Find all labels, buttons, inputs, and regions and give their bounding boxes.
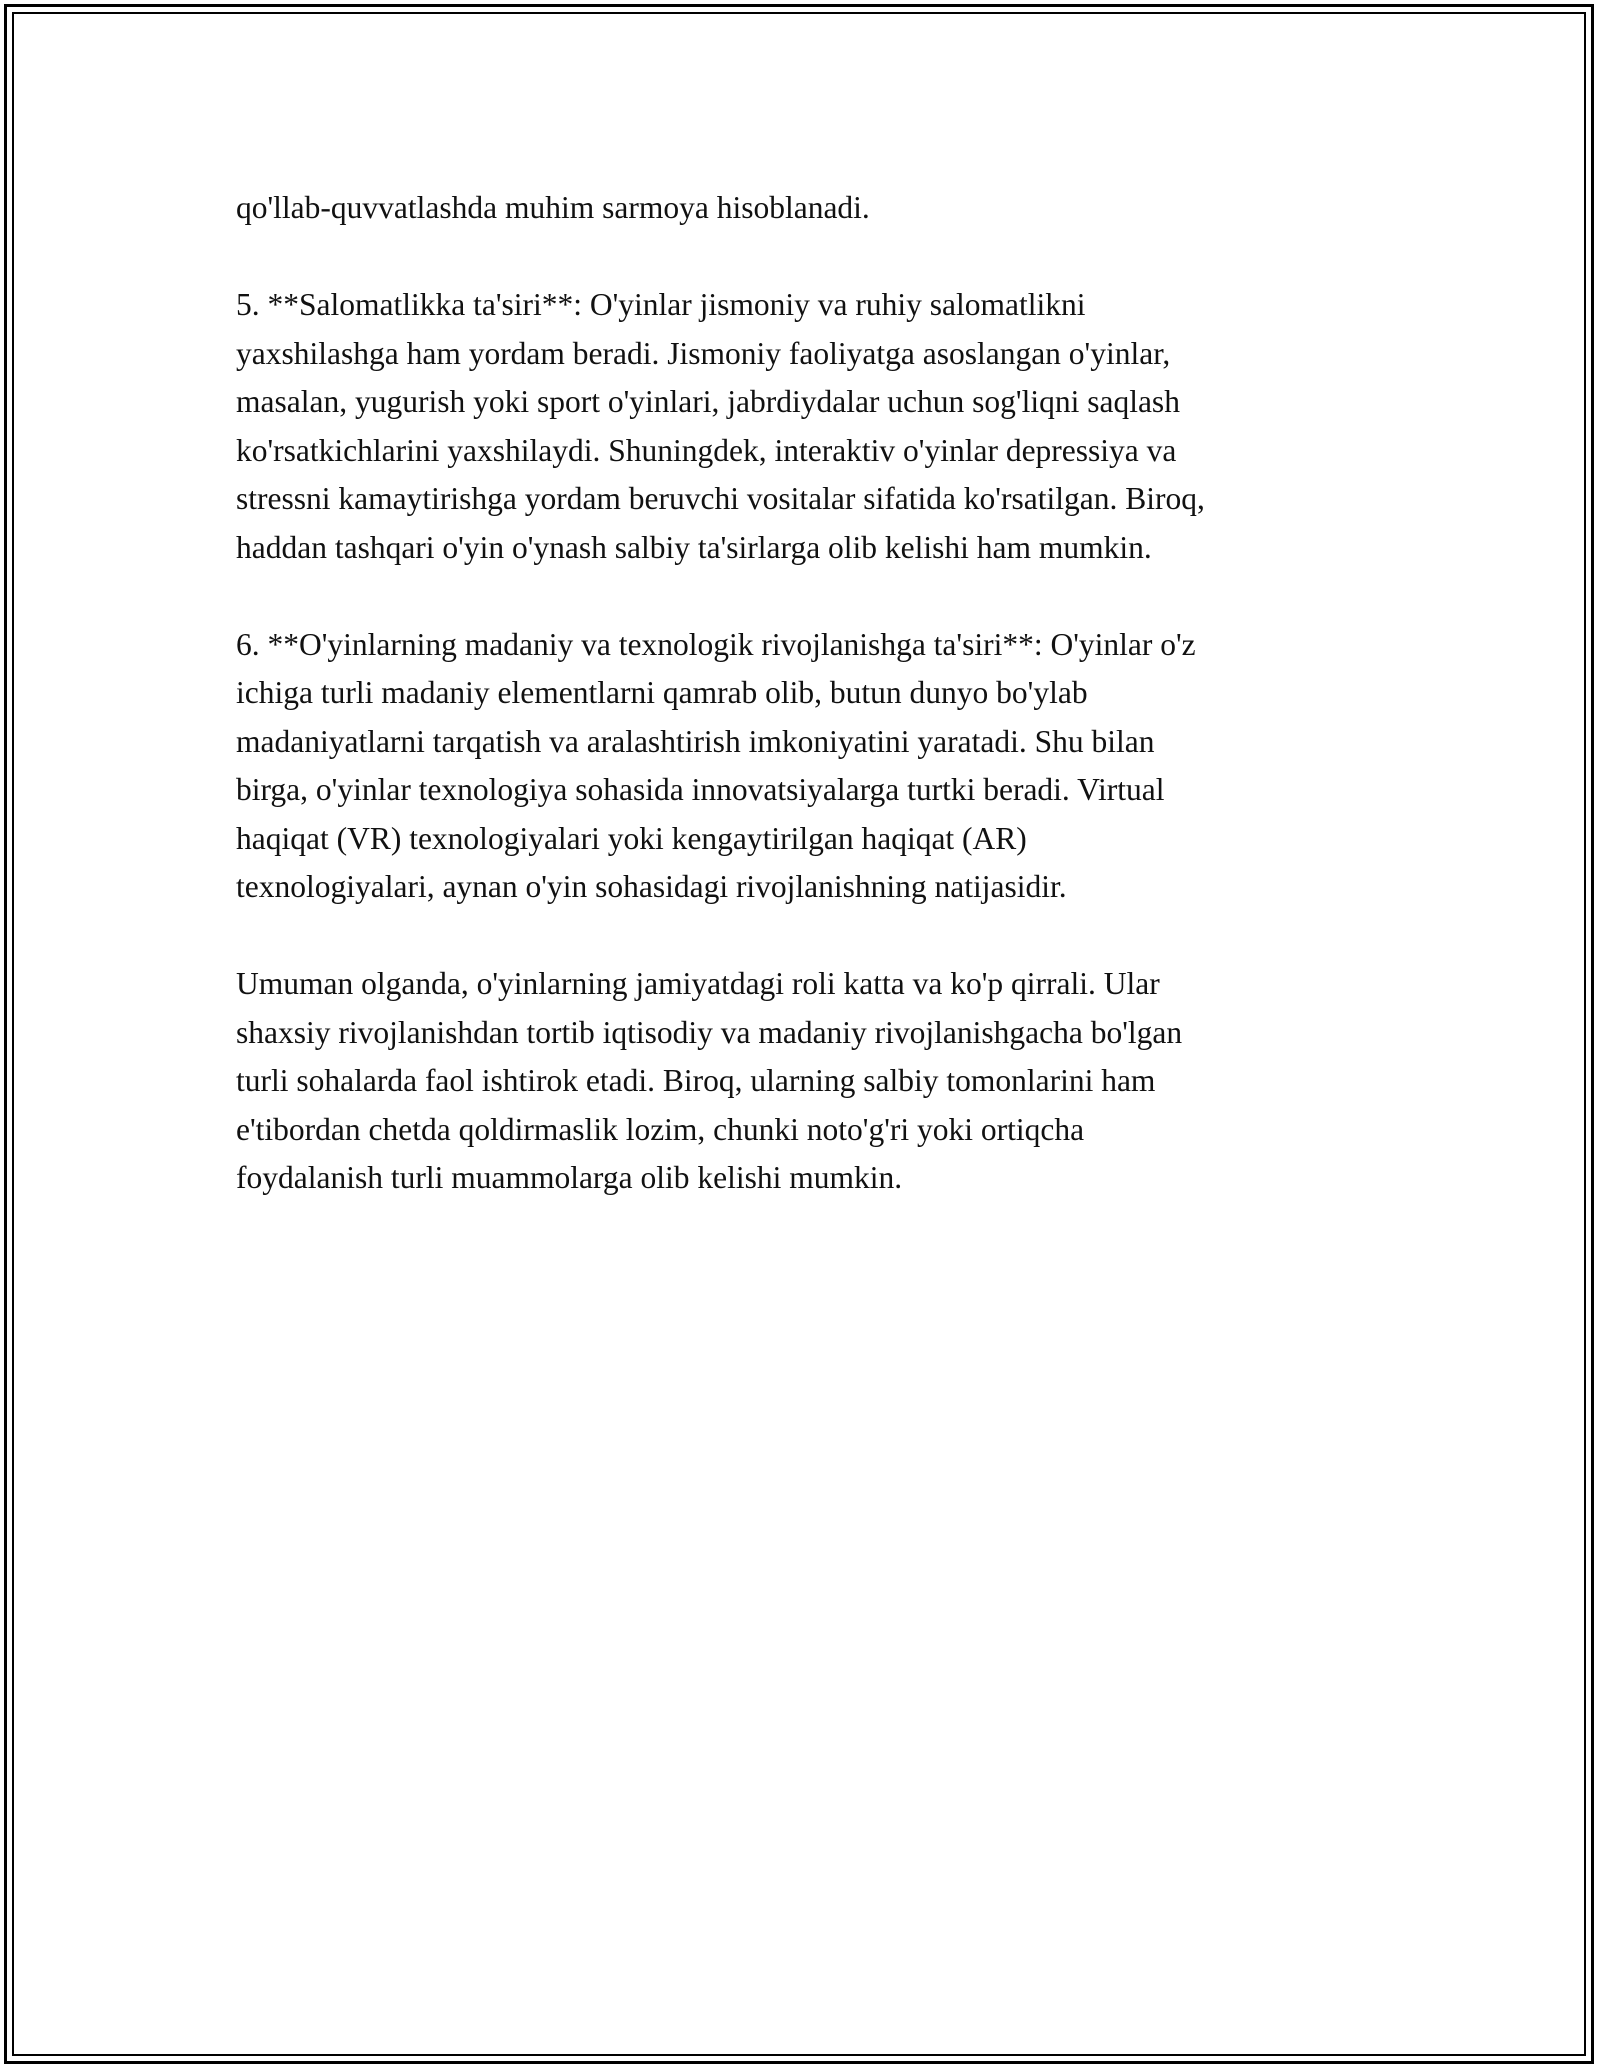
paragraph-conclusion: Umuman olganda, o'yinlarning jamiyatdagi roli katta va ko'p qirrali. Ular shaxsiy rivojlanishdan tortib iqtisodiy va madaniy rivojlanishgacha bo'lgan turli sohalarda faol ishtirok etadi. Biroq, ularning salbiy tomonlarini ham e'tibordan chetda qoldirmaslik lozim, chunki noto'g'ri yoki ortiqcha foydalanish turli muammolarga olib kelishi mumkin. [236,966,1183,1195]
paragraph-health-impact: 5. **Salomatlikka ta'siri**: O'yinlar jismoniy va ruhiy salomatlikni yaxshilashga ham yordam beradi. Jismoniy faoliyatga asoslangan o'yinlar, masalan, yugurish yoki sport o'yinlari, jabrdiydalar uchun sog'liqni saqlash ko'rsatkichlarini yaxshilaydi. Shuningdek, interaktiv o'yinlar depressiya va stressni kamaytirishga yordam beruvchi vositalar sifatida ko'rsatilgan. Biroq, haddan tashqari o'yin o'ynash salbiy ta'sirlarga olib kelishi ham mumkin. [236,287,1205,565]
paragraph-cultural-technological-impact: 6. **O'yinlarning madaniy va texnologik rivojlanishga ta'siri**: O'yinlar o'z ichiga turli madaniy elementlarni qamrab olib, butun dunyo bo'ylab madaniyatlarni tarqatish va aralashtirish imkoniyatini yaratadi. Shu bilan birga, o'yinlar texnologiya sohasida innovatsiyalarga turtki beradi. Virtual haqiqat (VR) texnologiyalari yoki kengaytirilgan haqiqat (AR) texnologiyalari, aynan o'yin sohasidagi rivojlanishning natijasidir. [236,626,1196,904]
paragraph-investment-continuation: qo'llab-quvvatlashda muhim sarmoya hisoblanadi. [236,190,870,225]
document-body [236,184,1376,1251]
